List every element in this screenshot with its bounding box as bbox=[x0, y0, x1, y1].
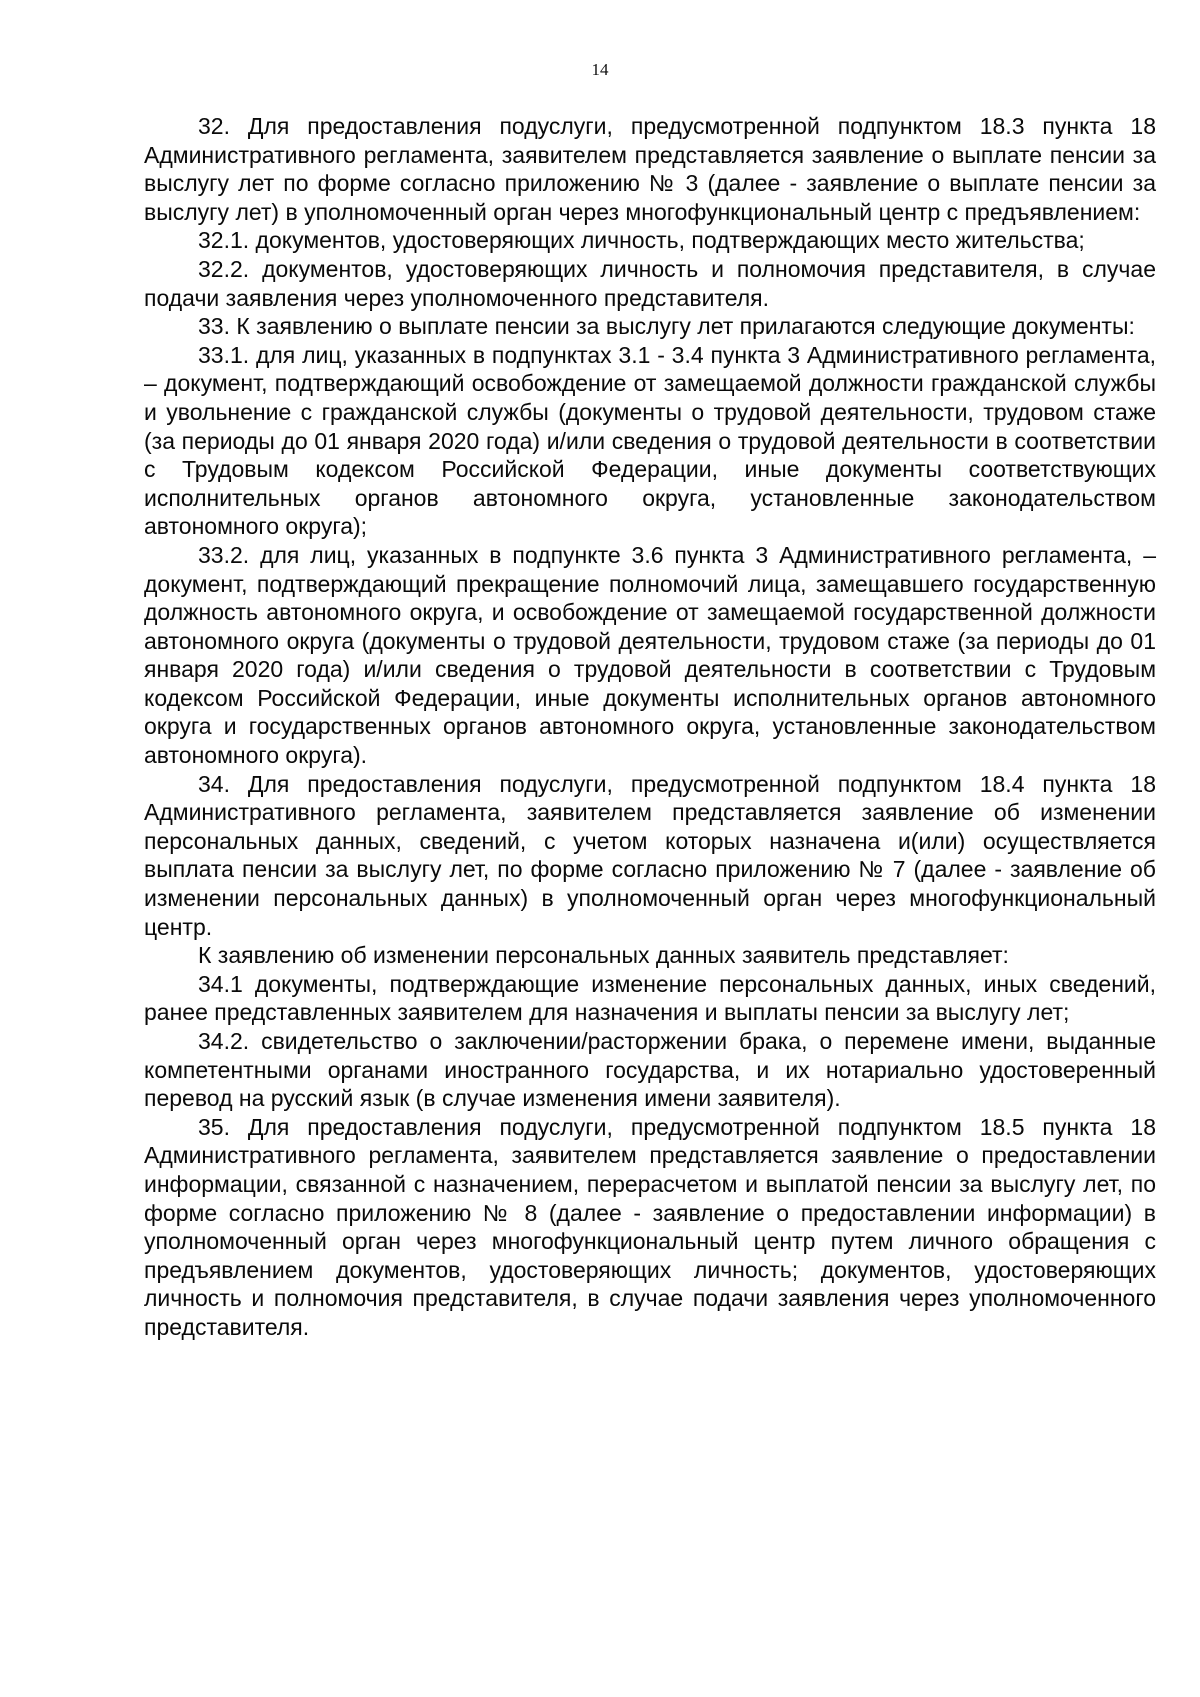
paragraph-33-1: 33.1. для лиц, указанных в подпунктах 3.1 - 3.4 пункта 3 Административного регламента, – документ, подтверждающий освобождение от замещаемой должности гражданской службы и увольнение с гражданской службы (документы о трудовой деятельности, трудовом стаже (за периоды до 01 января 2020 года) и/или сведения о трудовой деятельности в соответствии с Трудовым кодексом Российской Федерации, иные документы соответствующих исполнительных органов автономного округа, установленные законодательством автономного округа); bbox=[144, 341, 1156, 540]
paragraph-35: 35. Для предоставления подуслуги, предусмотренной подпунктом 18.5 пункта 18 Административного регламента, заявителем представляется заявление о предоставлении информации, связанной с назначением, перерасчетом и выплатой пенсии за выслугу лет, по форме согласно приложению № 8 (далее - заявление о предоставлении информации) в уполномоченный орган через многофункциональный центр путем личного обращения с предъявлением документов, удостоверяющих личность; документов, удостоверяющих личность и полномочия представителя, в случае подачи заявления через уполномоченного представителя. bbox=[144, 1113, 1156, 1340]
paragraph-34-2: 34.2. свидетельство о заключении/расторжении брака, о перемене имени, выданные компетентными органами иностранного государства, и их нотариально удостоверенный перевод на русский язык (в случае изменения имени заявителя). bbox=[144, 1028, 1156, 1112]
paragraph-32: 32. Для предоставления подуслуги, предусмотренной подпунктом 18.3 пункта 18 Административного регламента, заявителем представляется заявление о выплате пенсии за выслугу лет по форме согласно приложению № 3 (далее - заявление о выплате пенсии за выслугу лет) в уполномоченный орган через многофункциональный центр с предъявлением: bbox=[144, 113, 1156, 225]
paragraph-32-2: 32.2. документов, удостоверяющих личность и полномочия представителя, в случае подачи заявления через уполномоченного представителя. bbox=[144, 255, 1156, 311]
document-body bbox=[144, 112, 1156, 1342]
paragraph-34: 34. Для предоставления подуслуги, предусмотренной подпунктом 18.4 пункта 18 Административного регламента, заявителем представляется заявление об изменении персональных данных, сведений, с учетом которых назначена и(или) осуществляется выплата пенсии за выслугу лет, по форме согласно приложению № 7 (далее - заявление об изменении персональных данных) в уполномоченный орган через многофункциональный центр. bbox=[144, 770, 1156, 940]
paragraph-33-2: 33.2. для лиц, указанных в подпункте 3.6 пункта 3 Административного регламента, – документ, подтверждающий прекращение полномочий лица, замещавшего государственную должность автономного округа, и освобождение от замещаемой государственной должности автономного округа (документы о трудовой деятельности, трудовом стаже (за периоды до 01 января 2020 года) и/или сведения о трудовой деятельности в соответствии с Трудовым кодексом Российской Федерации, иные документы исполнительных органов автономного округа и государственных органов автономного округа, установленные законодательством автономного округа). bbox=[144, 541, 1156, 769]
paragraph-33: 33. К заявлению о выплате пенсии за выслугу лет прилагаются следующие документы: bbox=[198, 313, 1135, 340]
paragraph-34-intro: К заявлению об изменении персональных данных заявитель представляет: bbox=[198, 942, 1009, 969]
paragraph-34-1: 34.1 документы, подтверждающие изменение персональных данных, иных сведений, ранее представленных заявителем для назначения и выплаты пенсии за выслугу лет; bbox=[144, 970, 1156, 1026]
paragraph-32-1: 32.1. документов, удостоверяющих личность, подтверждающих место жительства; bbox=[198, 227, 1085, 254]
page-number: 14 bbox=[591, 60, 609, 79]
